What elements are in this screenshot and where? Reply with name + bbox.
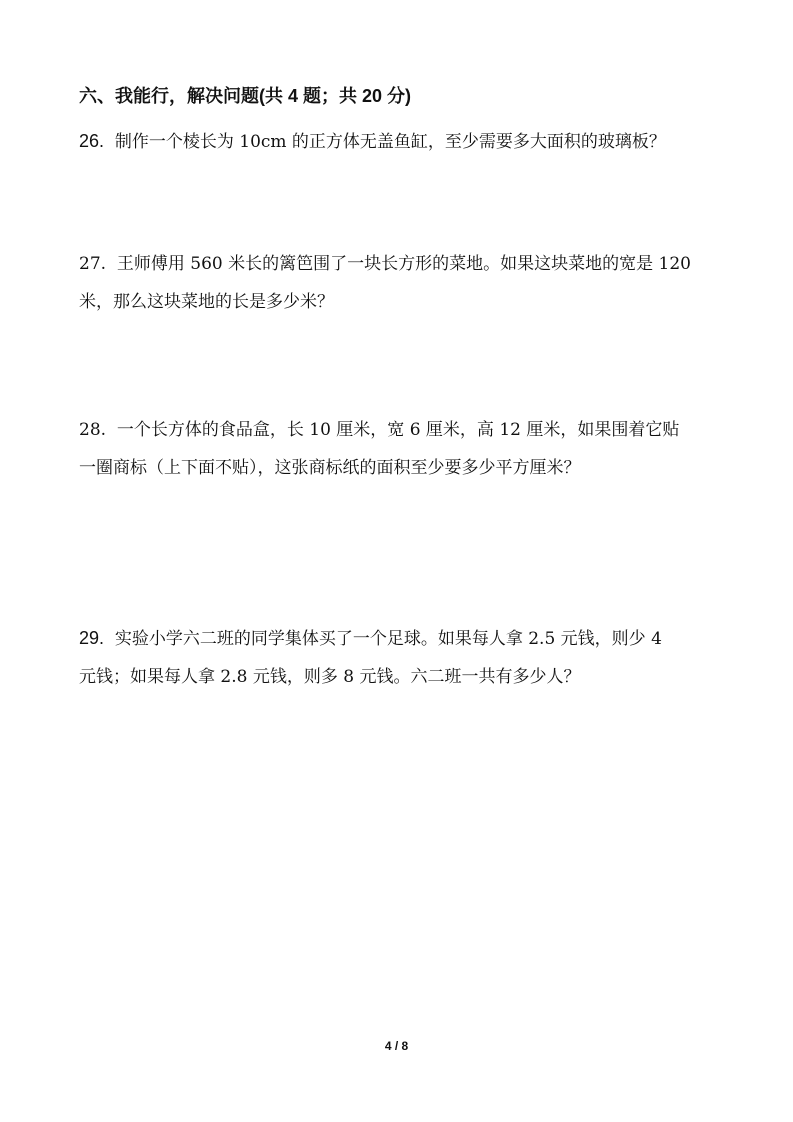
question-number: 26. — [79, 131, 105, 151]
question-line — [79, 411, 719, 449]
question-line — [79, 245, 719, 283]
question-line: 一圈商标（上下面不贴），这张商标纸的面积至少要多少平方厘米？ — [79, 458, 581, 478]
section-heading: 六、我能行，解决问题(共 4 题；共 20 分) — [79, 86, 412, 106]
question-line — [79, 122, 719, 161]
question-number: 28. — [79, 420, 107, 440]
question-number: 29. — [79, 628, 105, 648]
question-line: 元钱；如果每人拿 2.8 元钱，则多 8 元钱。六二班一共有多少人？ — [79, 667, 581, 687]
question-text: 王师傅用 560 米长的篱笆围了一块长方形的菜地。如果这块菜地的宽是 120 — [116, 254, 691, 274]
question-28 — [79, 411, 719, 487]
question-29 — [79, 619, 719, 696]
page-number: 4 / 8 — [384, 1039, 409, 1053]
question-27 — [79, 245, 719, 321]
question-line — [79, 619, 719, 658]
question-26 — [79, 122, 719, 161]
question-line: 米，那么这块菜地的长是多少米？ — [79, 292, 334, 312]
question-text: 一个长方体的食品盒，长 10 厘米，宽 6 厘米，高 12 厘米，如果围着它贴 — [116, 420, 680, 440]
question-text: 制作一个棱长为 10cm 的正方体无盖鱼缸，至少需要多大面积的玻璃板？ — [114, 132, 666, 152]
question-number: 27. — [79, 254, 107, 274]
question-text: 实验小学六二班的同学集体买了一个足球。如果每人拿 2.5 元钱，则少 4 — [114, 629, 662, 649]
